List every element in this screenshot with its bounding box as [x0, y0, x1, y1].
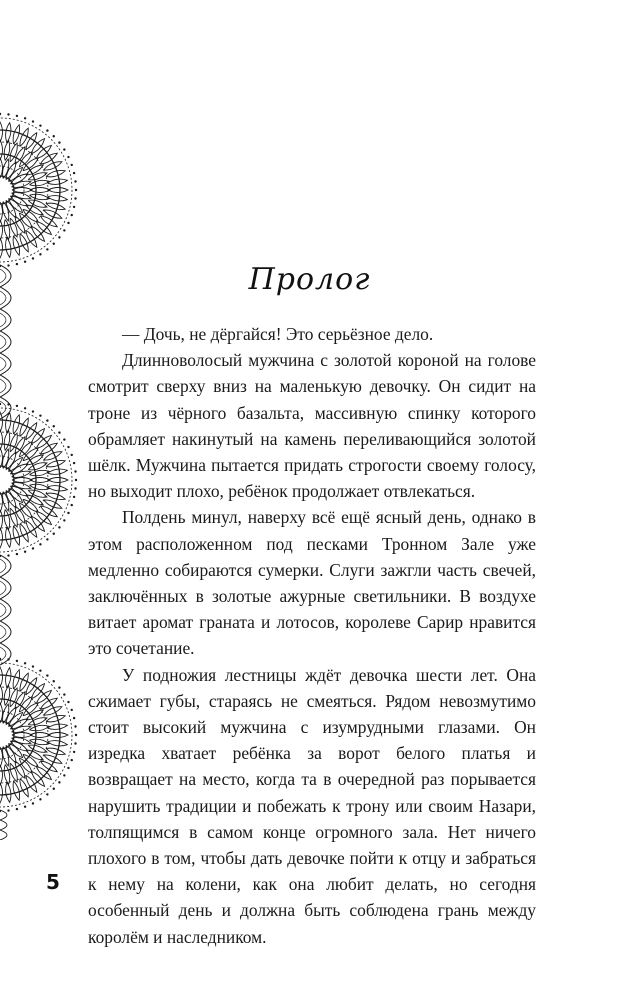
paragraph: У подножия лестницы ждёт девочка шести лет. Она сжимает губы, стараясь не смеяться. Рядом невозмутимо стоит высокий мужчина с изумрудными глазами. Он изредка хватает ребёнка за ворот белого платья и возвращает на место, когда та в очередной раз порывается нарушить традиции и побежать к трону или своим Назари, толпящимся в самом конце огромного зала. Нет ничего плохого в том, чтобы дать девочке пойти к отцу и забраться к нему на колени, как она любит делать, но сегодня особенный день и должна быть соблюдена грань между королём и наследником. [88, 664, 536, 947]
paragraph: Полдень минул, наверху всё ещё ясный день, однако в этом расположенном под песками Тронном Зале уже медленно собираются сумерки. Слуги зажгли часть свечей, заключённых в золотые ажурные светильники. В воздухе витает аромат граната и лотосов, королеве Сарир нравится это сочетание. [88, 507, 536, 659]
paragraph: Длинноволосый мужчина с золотой короной на голове смотрит сверху вниз на маленькую девочку. Он сидит на троне из чёрного базальта, массивную спинку которого обрамляет накинутый на камень переливающийся золотой шёлк. Мужчина пытается придать строгости своему голосу, но выходит плохо, ребёнок продолжает отвлекаться. [88, 350, 536, 502]
page-number: 5 [46, 870, 60, 894]
paragraph: — Дочь, не дёргайся! Это серьёзное дело. [122, 324, 434, 344]
body-text [88, 321, 536, 950]
chapter-title: Пролог [248, 262, 371, 297]
mandala-ornament-icon [0, 95, 78, 840]
decorative-mandala-border [0, 95, 78, 840]
